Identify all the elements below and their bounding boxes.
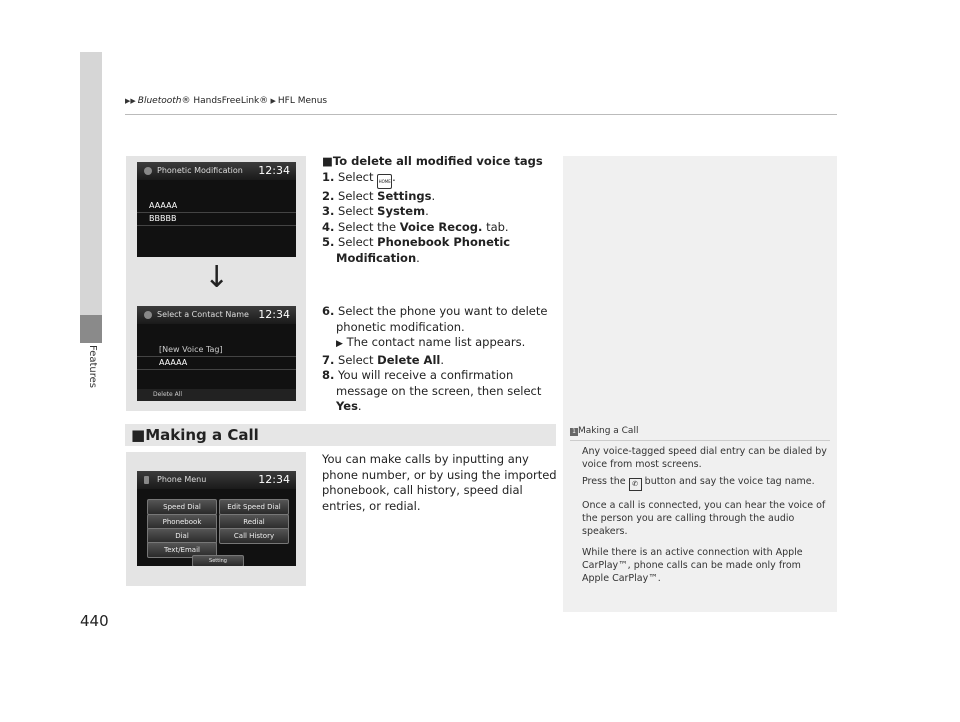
delete-all-button: Delete All bbox=[137, 389, 296, 401]
redial-button: Redial bbox=[219, 514, 289, 530]
delete-instructions-continued: 6. Select the phone you want to delete phonetic modification. ▶ The contact name list appears. 7. Select Delete All. 8. You will receive a confirmation message on the screen, then select Yes. bbox=[322, 304, 548, 413]
list-item: BBBBB bbox=[137, 213, 296, 226]
list-item: AAAAA bbox=[137, 357, 296, 370]
dial-button: Dial bbox=[147, 528, 217, 544]
home-icon: HOME bbox=[377, 174, 392, 189]
select-contact-screen: Select a Contact Name 12:34 [New Voice Tag] AAAAA Delete All bbox=[137, 306, 296, 401]
making-call-body: You can make calls by inputting any phone number, or by using the imported phonebook, call history, speed dial entries, or redial. bbox=[322, 452, 557, 513]
down-arrow-icon: ↓ bbox=[204, 260, 230, 295]
list-item: [New Voice Tag] bbox=[137, 344, 296, 357]
page-number: 440 bbox=[80, 612, 109, 630]
call-history-button: Call History bbox=[219, 528, 289, 544]
phone-menu-screen: Phone Menu 12:34 Speed Dial Edit Speed Dial Phonebook Redial Dial Call History Text/Email Setting bbox=[137, 471, 296, 566]
phonetic-modification-screen: Phonetic Modification 12:34 AAAAA BBBBB bbox=[137, 162, 296, 257]
breadcrumb: ▶▶ Bluetooth® HandsFreeLink® ▶ HFL Menus bbox=[125, 96, 328, 106]
delete-instructions: ■To delete all modified voice tags 1. Select HOME. 2. Select Settings. 3. Select System. 4. Select the Voice Recog. tab. 5. Select Phonebook Phonetic Modification. bbox=[322, 154, 557, 266]
phone-button-icon: ✆ bbox=[629, 478, 642, 491]
edit-speed-dial-button: Edit Speed Dial bbox=[219, 499, 289, 515]
speed-dial-button: Speed Dial bbox=[147, 499, 217, 515]
header-rule bbox=[125, 114, 837, 115]
side-tab-track bbox=[80, 52, 102, 315]
list-item: AAAAA bbox=[137, 200, 296, 213]
setting-button: Setting bbox=[192, 555, 244, 566]
side-tab-marker bbox=[80, 315, 102, 343]
section-heading: ■To delete all modified voice tags bbox=[322, 154, 543, 168]
phonebook-button: Phonebook bbox=[147, 514, 217, 530]
side-label: Features bbox=[87, 345, 98, 388]
note-panel: 1 Making a Call Any voice-tagged speed dial entry can be dialed by voice from most screens. Press the ✆ button and say the voice tag name. Once a call is connected, you can hear the voice of the person you are calling through the audio speakers. While there is an active connection with Apple CarPlay™, phone calls can be made only from Apple CarPlay™. bbox=[570, 425, 830, 585]
making-a-call-heading: ■Making a Call bbox=[125, 424, 556, 446]
text-email-button: Text/Email bbox=[147, 542, 217, 558]
